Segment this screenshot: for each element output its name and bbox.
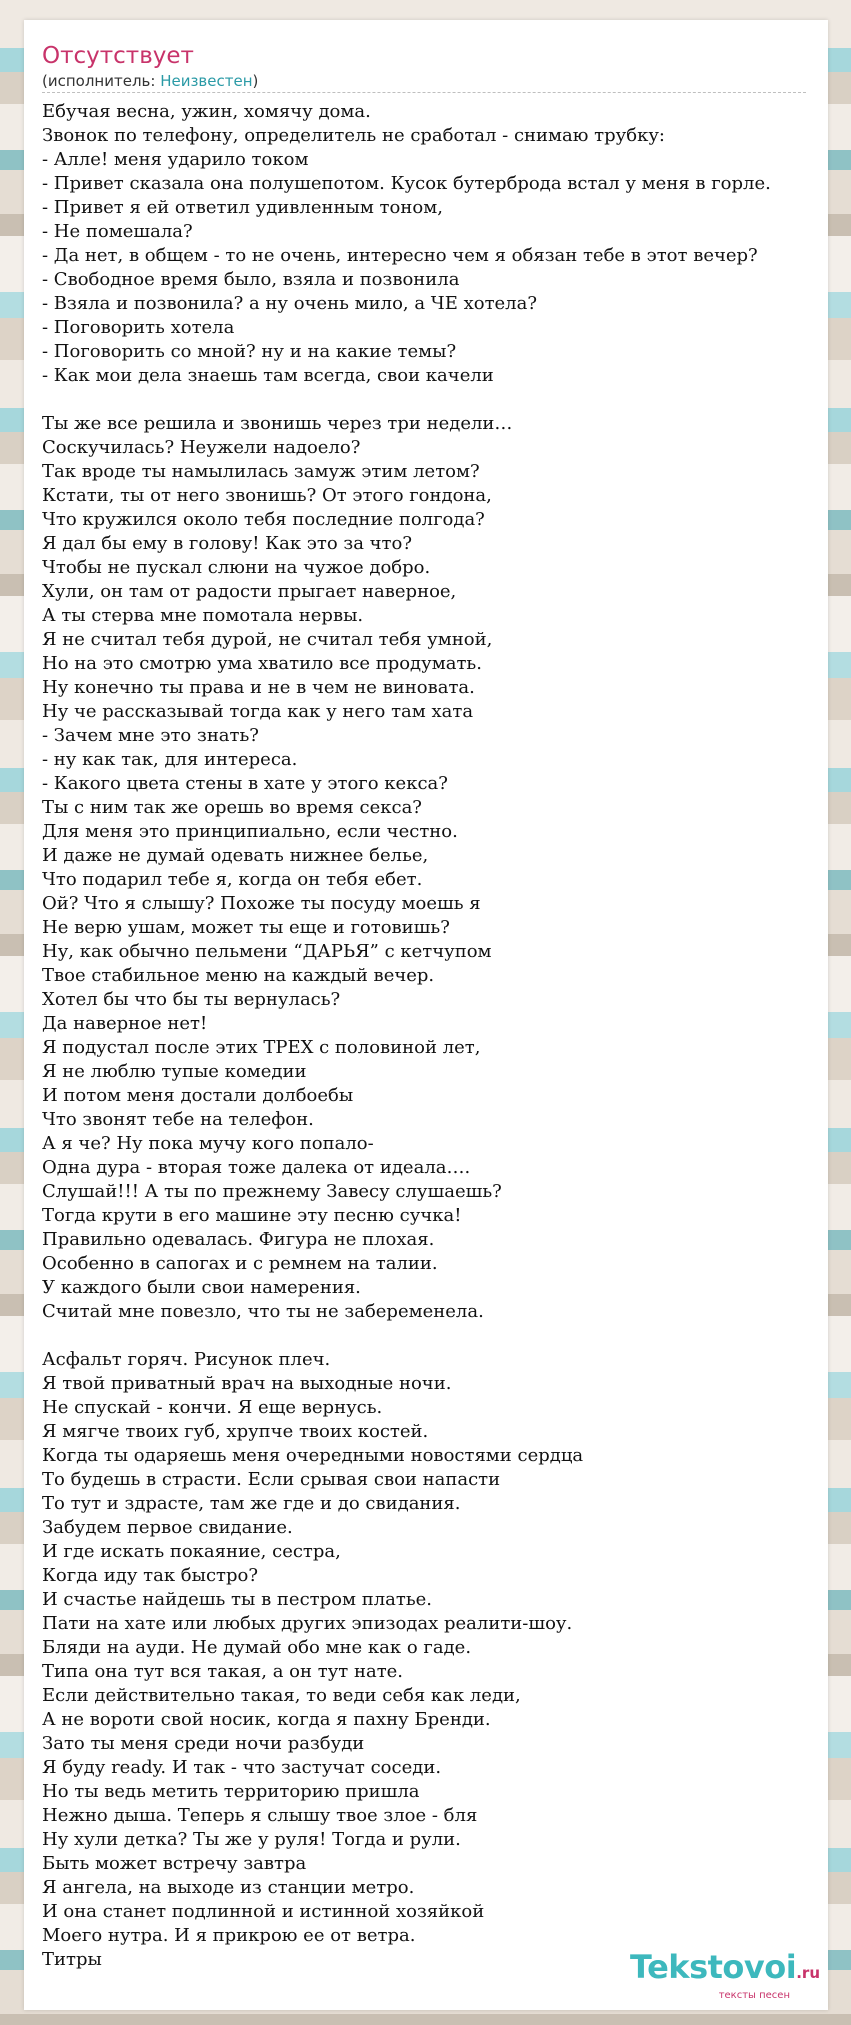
lyric-line: Асфальт горяч. Рисунок плеч. bbox=[42, 1349, 331, 1370]
lyric-line: И она станет подлинной и истинной хозяйкой bbox=[42, 1901, 485, 1922]
lyric-line: А не вороти свой носик, когда я пахну Бренди. bbox=[42, 1709, 491, 1730]
lyric-line: Да наверное нет! bbox=[42, 1013, 208, 1034]
site-logo[interactable] bbox=[630, 1950, 820, 2002]
lyric-line: То будешь в страсти. Если срывая свои напасти bbox=[42, 1469, 501, 1490]
lyric-line: Кстати, ты от него звонишь? От этого гондона, bbox=[42, 485, 492, 506]
logo-wordmark bbox=[630, 1950, 820, 1990]
lyric-line: Соскучилась? Неужели надоело? bbox=[42, 437, 361, 458]
lyric-line: Забудем первое свидание. bbox=[42, 1517, 293, 1538]
lyric-line: Когда ты одаряешь меня очередными новостями сердца bbox=[42, 1445, 584, 1466]
lyric-line: То тут и здрасте, там же где и до свидания. bbox=[42, 1493, 461, 1514]
lyric-stanza-break bbox=[42, 1324, 828, 1348]
lyric-line: Я твой приватный врач на выходные ночи. bbox=[42, 1373, 452, 1394]
lyric-line: Одна дура - вторая тоже далека от идеала…. bbox=[42, 1157, 471, 1178]
lyric-line: Зато ты меня среди ночи разбуди bbox=[42, 1733, 365, 1754]
lyric-stanza-break bbox=[42, 388, 828, 412]
lyric-line: - Привет я ей ответил удивленным тоном, bbox=[42, 197, 443, 218]
logo-main-text: Tekstovoi bbox=[630, 1948, 797, 1986]
lyric-line: Ну че рассказывай тогда как у него там хата bbox=[42, 701, 474, 722]
lyric-line: Я дал бы ему в голову! Как это за что? bbox=[42, 533, 413, 554]
title-divider bbox=[42, 92, 806, 93]
lyric-line: - Свободное время было, взяла и позвонила bbox=[42, 269, 460, 290]
lyric-line: Я буду ready. И так - что застучат соседи. bbox=[42, 1757, 442, 1778]
lyric-line: Чтобы не пускал слюни на чужое добро. bbox=[42, 557, 431, 578]
lyric-line: Ну конечно ты права и не в чем не виновата. bbox=[42, 677, 475, 698]
lyric-line: Слушай!!! А ты по прежнему Завесу слушаешь? bbox=[42, 1181, 502, 1202]
lyric-line: Для меня это принципиально, если честно. bbox=[42, 821, 458, 842]
lyric-line: - Как мои дела знаешь там всегда, свои качели bbox=[42, 365, 494, 386]
lyric-line: - Какого цвета стены в хате у этого кекса? bbox=[42, 773, 448, 794]
lyric-line: - Привет сказала она полушепотом. Кусок бутерброда встал у меня в горле. bbox=[42, 173, 771, 194]
lyric-line: Ты же все решила и звонишь через три недели… bbox=[42, 413, 513, 434]
lyric-line: У каждого были свои намерения. bbox=[42, 1277, 361, 1298]
lyric-line: Не спускай - кончи. Я еще вернусь. bbox=[42, 1397, 383, 1418]
lyric-line: Ну хули детка? Ты же у руля! Тогда и рули. bbox=[42, 1829, 461, 1850]
lyric-line: Я не люблю тупые комедии bbox=[42, 1061, 307, 1082]
lyric-line: Что звонят тебе на телефон. bbox=[42, 1109, 314, 1130]
lyric-line: А ты стерва мне помотала нервы. bbox=[42, 605, 364, 626]
lyric-line: И счастье найдешь ты в пестром платье. bbox=[42, 1589, 432, 1610]
lyric-line: - Да нет, в общем - то не очень, интересно чем я обязан тебе в этот вечер? bbox=[42, 245, 758, 266]
logo-tagline: тексты песен bbox=[718, 1990, 790, 2001]
lyric-line: Хули, он там от радости прыгает наверное, bbox=[42, 581, 457, 602]
lyric-line: Типа она тут вся такая, а он тут нате. bbox=[42, 1661, 404, 1682]
lyric-line: Титры bbox=[42, 1949, 102, 1970]
lyric-line: Ты с ним так же орешь во время секса? bbox=[42, 797, 422, 818]
lyric-line: Особенно в сапогах и с ремнем на талии. bbox=[42, 1253, 438, 1274]
lyric-line: - Не помешала? bbox=[42, 221, 193, 242]
lyric-line: Твое стабильное меню на каждый вечер. bbox=[42, 965, 435, 986]
lyric-line: А я че? Ну пока мучу кого попало- bbox=[42, 1133, 374, 1154]
lyric-line: Тогда крути в его машине эту песню сучка! bbox=[42, 1205, 462, 1226]
lyric-line: Я подустал после этих ТРЕХ с половиной лет, bbox=[42, 1037, 481, 1058]
lyric-line: Я ангела, на выходе из станции метро. bbox=[42, 1877, 415, 1898]
logo-domain: .ru bbox=[796, 1964, 820, 1982]
lyric-line: Не верю ушам, может ты еще и готовишь? bbox=[42, 917, 450, 938]
lyrics-text bbox=[42, 100, 828, 1972]
lyric-line: Я не считал тебя дурой, не считал тебя умной, bbox=[42, 629, 493, 650]
lyric-line: - Поговорить хотела bbox=[42, 317, 235, 338]
lyric-line: Моего нутра. И я прикрою ее от ветра. bbox=[42, 1925, 416, 1946]
lyric-line: - ну как так, для интереса. bbox=[42, 749, 298, 770]
lyric-line: Что подарил тебе я, когда он тебя ебет. bbox=[42, 869, 423, 890]
lyric-line: Я мягче твоих губ, хрупче твоих костей. bbox=[42, 1421, 429, 1442]
lyric-line: - Взяла и позвонила? а ну очень мило, а ЧЕ хотела? bbox=[42, 293, 537, 314]
lyric-line: Звонок по телефону, определитель не сработал - снимаю трубку: bbox=[42, 125, 665, 146]
lyric-line: Правильно одевалась. Фигура не плохая. bbox=[42, 1229, 435, 1250]
lyric-line: Если действительно такая, то веди себя как леди, bbox=[42, 1685, 521, 1706]
lyric-line: Бляди на ауди. Не думай обо мне как о гаде. bbox=[42, 1637, 472, 1658]
lyric-line: Но на это смотрю ума хватило все продумать. bbox=[42, 653, 482, 674]
lyric-line: - Зачем мне это знать? bbox=[42, 725, 259, 746]
lyric-line: - Алле! меня ударило током bbox=[42, 149, 309, 170]
lyric-line: Нежно дыша. Теперь я слышу твое злое - бля bbox=[42, 1805, 478, 1826]
lyric-line: Быть может встречу завтра bbox=[42, 1853, 307, 1874]
lyric-line: Ой? Что я слышу? Похоже ты посуду моешь я bbox=[42, 893, 481, 914]
artist-prefix: (исполнитель: bbox=[42, 72, 161, 90]
lyric-line: И где искать покаяние, сестра, bbox=[42, 1541, 341, 1562]
lyric-line: - Поговорить со мной? ну и на какие темы? bbox=[42, 341, 457, 362]
lyric-line: Считай мне повезло, что ты не забеременела. bbox=[42, 1301, 484, 1322]
lyric-line: Ебучая весна, ужин, хомячу дома. bbox=[42, 101, 371, 122]
song-title: Отсутствует bbox=[42, 43, 194, 69]
lyric-line: Пати на хате или любых других эпизодах реалити-шоу. bbox=[42, 1613, 573, 1634]
lyrics-card bbox=[24, 20, 828, 2010]
artist-suffix: ) bbox=[252, 72, 259, 90]
artist-line bbox=[42, 71, 258, 91]
lyric-line: Что кружился около тебя последние полгода? bbox=[42, 509, 485, 530]
lyric-line: Когда иду так быстро? bbox=[42, 1565, 258, 1586]
lyric-line: Так вроде ты намылилась замуж этим летом? bbox=[42, 461, 480, 482]
lyric-line: И даже не думай одевать нижнее белье, bbox=[42, 845, 429, 866]
artist-link[interactable]: Неизвестен bbox=[160, 72, 253, 90]
lyric-line: И потом меня достали долбоебы bbox=[42, 1085, 354, 1106]
lyric-line: Ну, как обычно пельмени “ДАРЬЯ” с кетчупом bbox=[42, 941, 492, 962]
lyric-line: Хотел бы что бы ты вернулась? bbox=[42, 989, 341, 1010]
lyric-line: Но ты ведь метить территорию пришла bbox=[42, 1781, 420, 1802]
